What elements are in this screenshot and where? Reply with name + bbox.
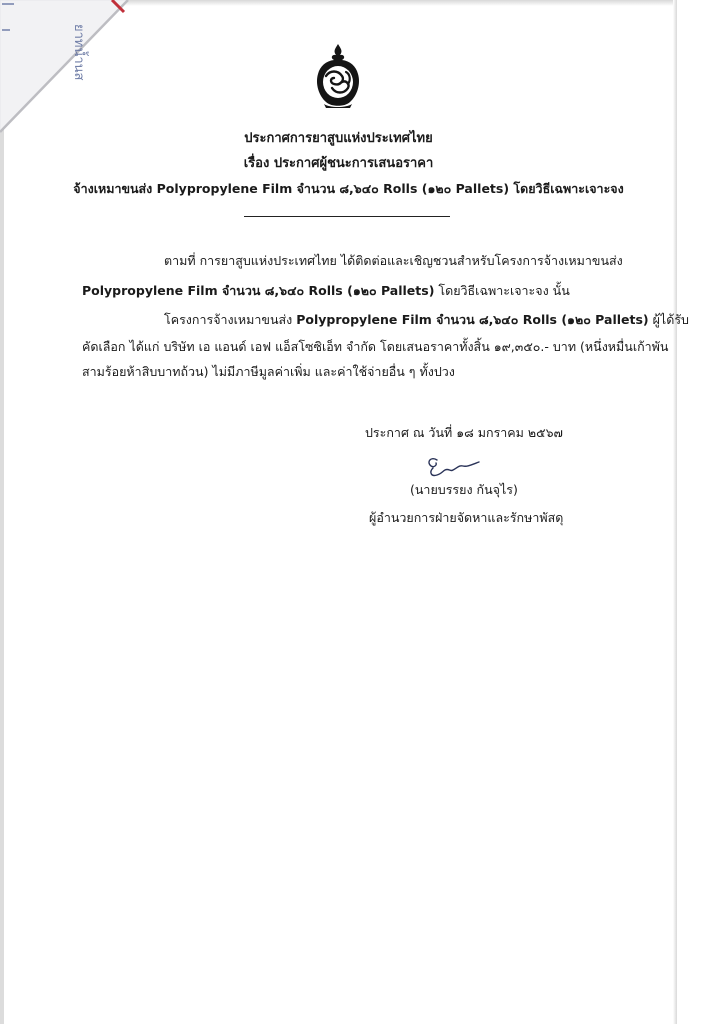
paragraph1-line1: ตามที่ การยาสูบแห่งประเทศไทย ได้ติดต่อและเชิญชวนสำหรับโครงการจ้างเหมาขนส่ง bbox=[164, 253, 623, 268]
paragraph2-line3: สามร้อยห้าสิบบาทถ้วน) ไม่มีภาษีมูลค่าเพิ่ม และค่าใช้จ่ายอื่น ๆ ทั้งปวง bbox=[82, 364, 455, 379]
paragraph2-line1-post: ผู้ได้รับ bbox=[648, 312, 689, 327]
header-org-title: ประกาศการยาสูบแห่งประเทศไทย bbox=[244, 131, 433, 146]
paragraph1-line2 bbox=[82, 276, 638, 305]
signer-name: (นายบรรยง กันจุไร) bbox=[410, 482, 518, 497]
header-subject: เรื่อง ประกาศผู้ชนะการเสนอราคา bbox=[243, 156, 434, 171]
announcement-date: ประกาศ ณ วันที่ ๑๘ มกราคม ๒๕๖๗ bbox=[365, 425, 563, 440]
seal-emblem-icon bbox=[312, 42, 364, 110]
paragraph2-line1-pre: โครงการจ้างเหมาขนส่ง bbox=[164, 312, 297, 327]
header-divider bbox=[244, 216, 450, 217]
stamp-corner-text: ยาทน้ำนส bbox=[71, 24, 86, 81]
paragraph2-project-bold: Polypropylene Film จำนวน ๘,๖๔๐ Rolls (๑๒๐ Pallets) bbox=[296, 312, 649, 327]
paragraph2-line1 bbox=[164, 305, 720, 334]
signer-title: ผู้อำนวยการฝ่ายจัดหาและรักษาพัสดุ bbox=[369, 510, 564, 525]
header-project-title: จ้างเหมาขนส่ง Polypropylene Film จำนวน ๘,๖๔๐ Rolls (๑๒๐ Pallets) โดยวิธีเฉพาะเจาะจง bbox=[73, 181, 624, 196]
paragraph1-project-bold: Polypropylene Film จำนวน ๘,๖๔๐ Rolls (๑๒๐ Pallets) bbox=[82, 283, 435, 298]
signature-image bbox=[423, 450, 485, 480]
paragraph2-line2: คัดเลือก ได้แก่ บริษัท เอ แอนด์ เอฟ แอ็สโซซิเอ็ท จำกัด โดยเสนอราคาทั้งสิ้น ๑๙,๓๕๐.- บาท (หนึ่งหมื่นเก้าพัน bbox=[82, 339, 669, 354]
announcement-header bbox=[0, 126, 677, 201]
folded-corner bbox=[0, 0, 140, 140]
paragraph1-line2-rest: โดยวิธีเฉพาะเจาะจง นั้น bbox=[434, 283, 570, 298]
